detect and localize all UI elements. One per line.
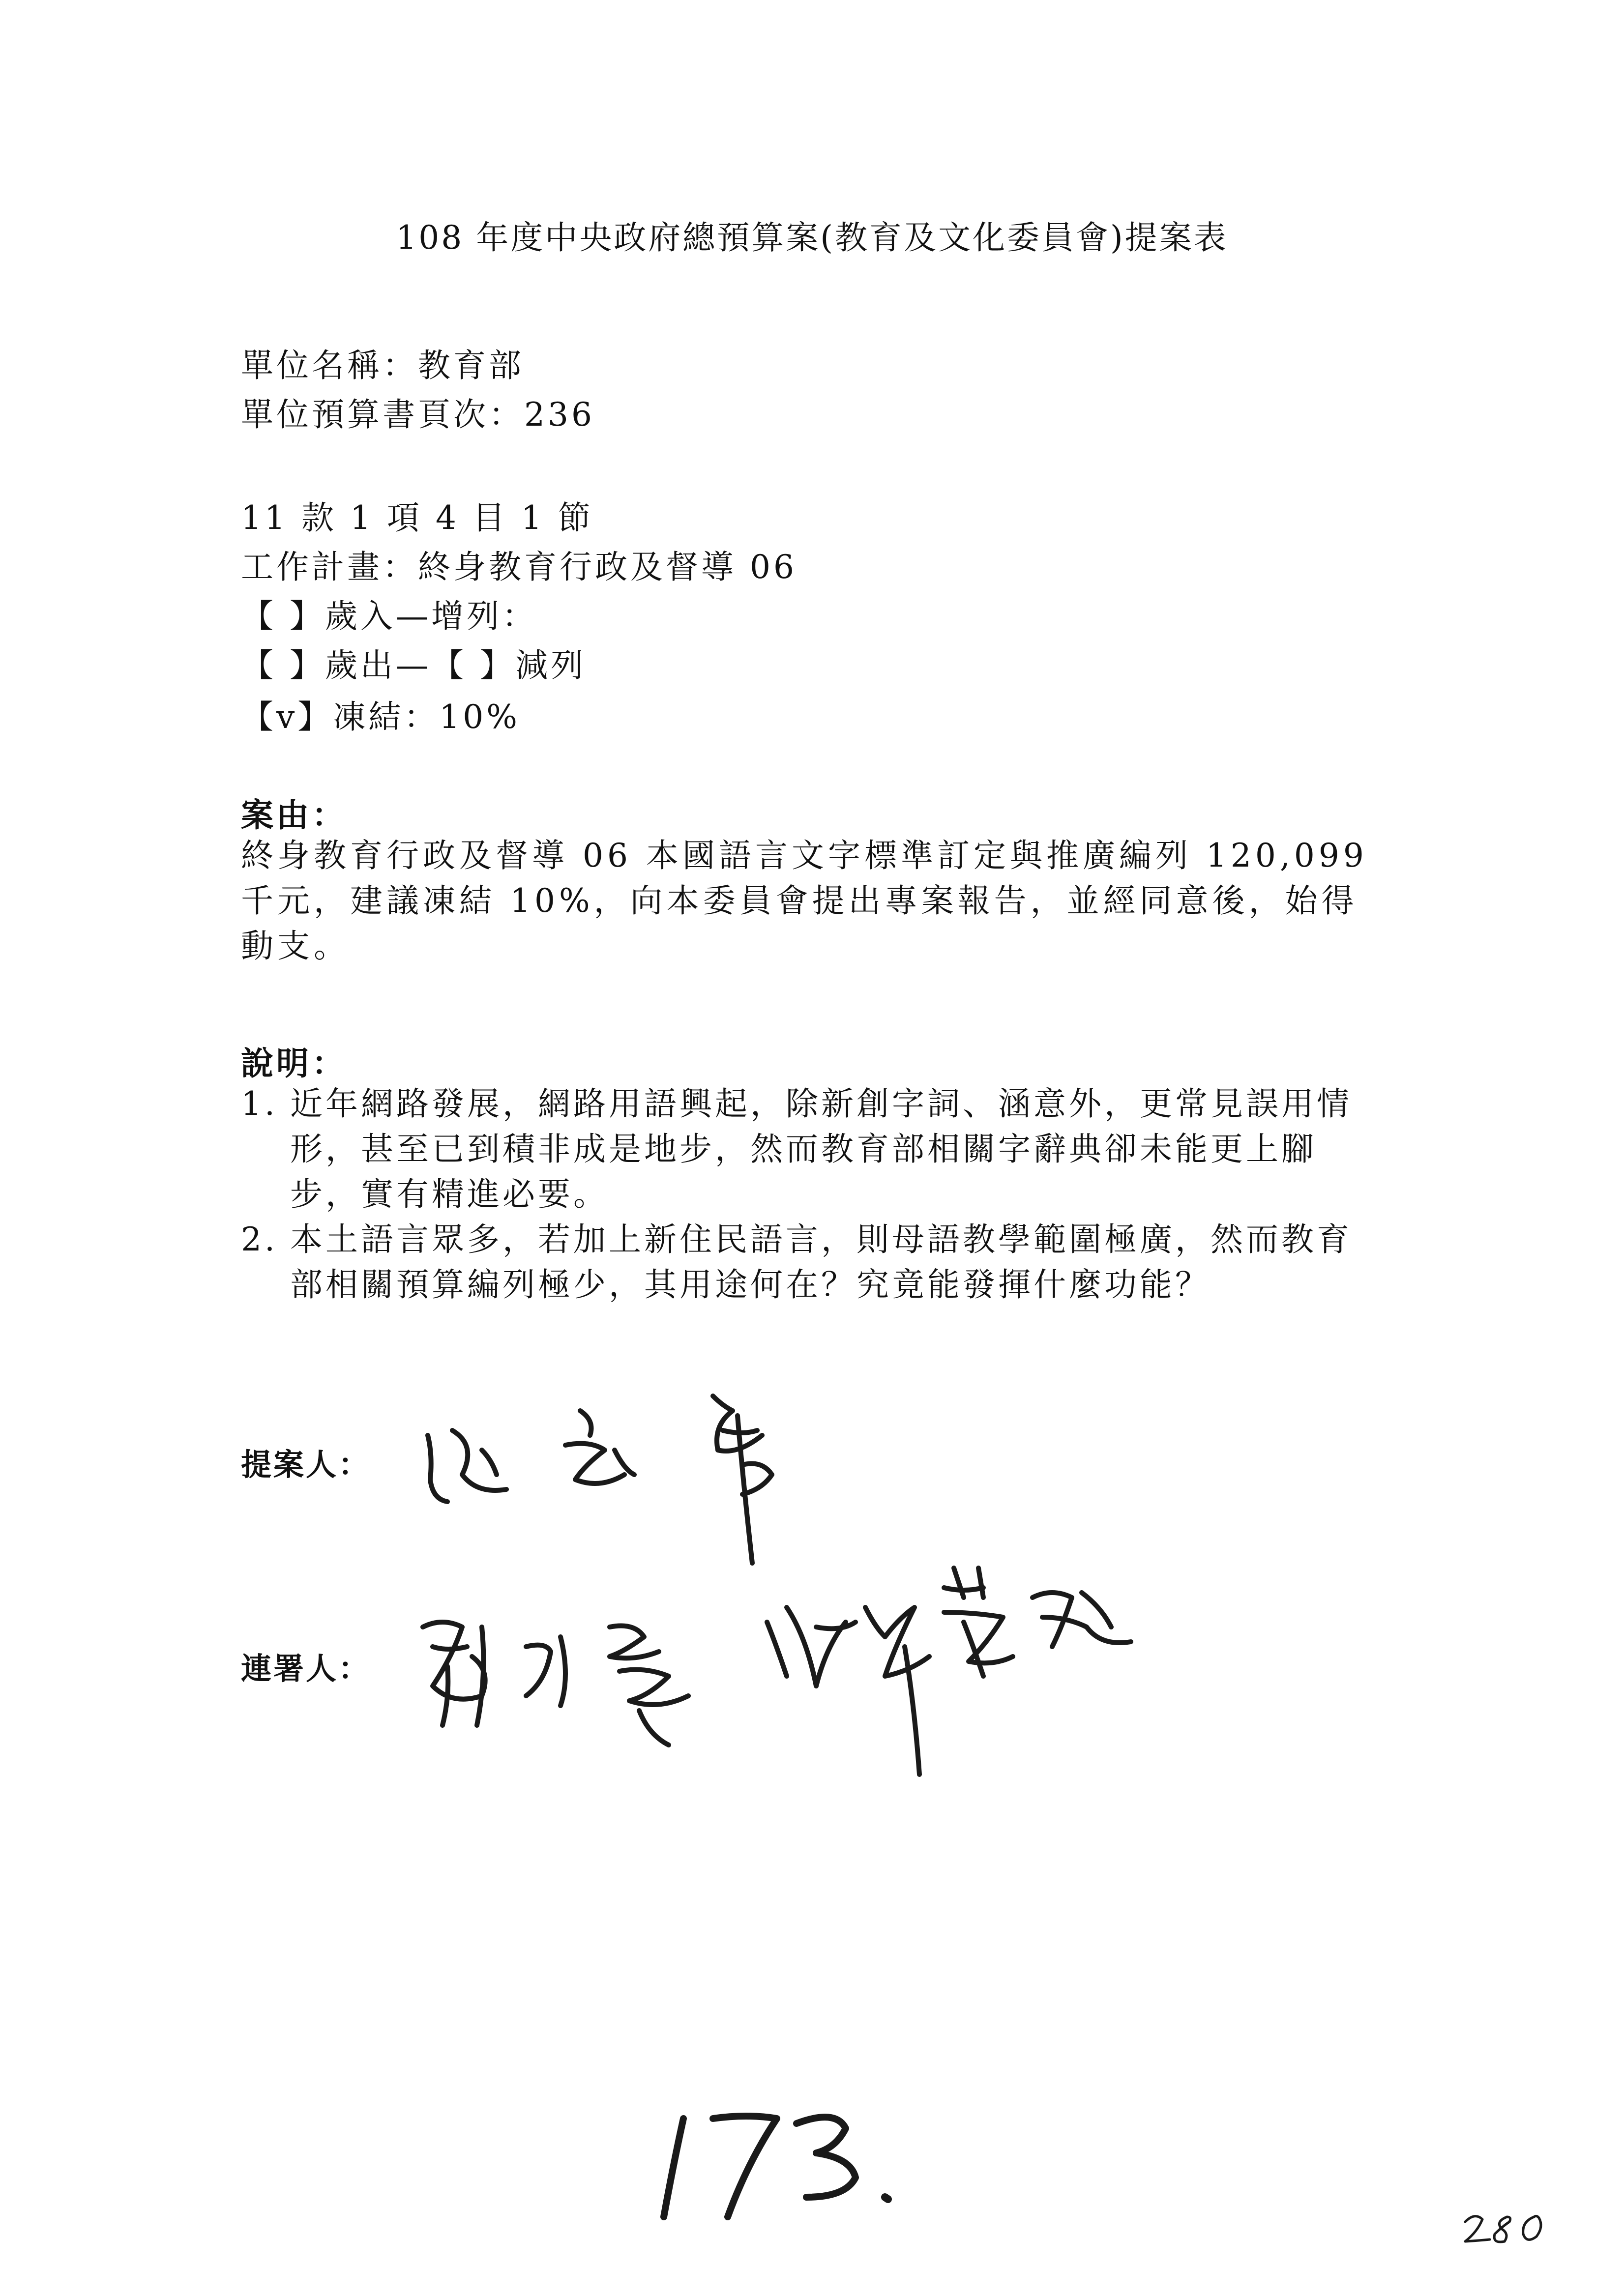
unit-name: 單位名稱：教育部 (241, 347, 524, 384)
option-freeze: 【v】凍結：10% (241, 698, 520, 736)
list-item-number: 1. (241, 1085, 278, 1123)
option-expenditure: 【 】歲出—【 】減列 (241, 646, 586, 684)
reason-heading: 案由： (241, 796, 347, 834)
proposer-label: 提案人： (241, 1447, 371, 1482)
list-item-text: 近年網路發展，網路用語興起，除新創字詞、涵意外，更常見誤用情形，甚至已到積非成是地步，然而教育部相關字辭典卻未能更上腳步，實有精進必要。 (290, 1085, 1352, 1213)
cosigner-signature-1 (413, 1598, 733, 1770)
work-plan: 工作計畫：終身教育行政及督導 06 (241, 548, 797, 586)
list-item-number: 2. (241, 1221, 278, 1258)
cosigner-label: 連署人： (241, 1651, 371, 1686)
list-item-text: 本土語言眾多，若加上新住民語言，則母語教學範圍極廣，然而教育部相關預算編列極少，其用途何在？究竟能發揮什麼功能？ (290, 1221, 1352, 1304)
reason-text: 終身教育行政及督導 06 本國語言文字標準訂定與推廣編列 120,099 千元，建議凍結 10%，向本委員會提出專案報告，並經同意後，始得動支。 (241, 837, 1368, 965)
list-item (241, 1081, 1387, 1217)
list-item (241, 1217, 1387, 1308)
option-revenue: 【 】歲入—增列： (241, 597, 537, 635)
cosigner-signature-2 (757, 1548, 1224, 1794)
handwritten-number-drawing (649, 2099, 924, 2237)
document-title: 108 年度中央政府總預算案(教育及文化委員會)提案表 (396, 219, 1228, 257)
page-number-drawing (1460, 2207, 1559, 2251)
proposer-signature (418, 1376, 860, 1573)
budget-item: 11 款 1 項 4 目 1 節 (241, 499, 593, 537)
unit-budget-page: 單位預算書頁次：236 (241, 396, 595, 434)
explanation-heading: 說明： (241, 1045, 347, 1082)
explanation-list (241, 1081, 1387, 1308)
